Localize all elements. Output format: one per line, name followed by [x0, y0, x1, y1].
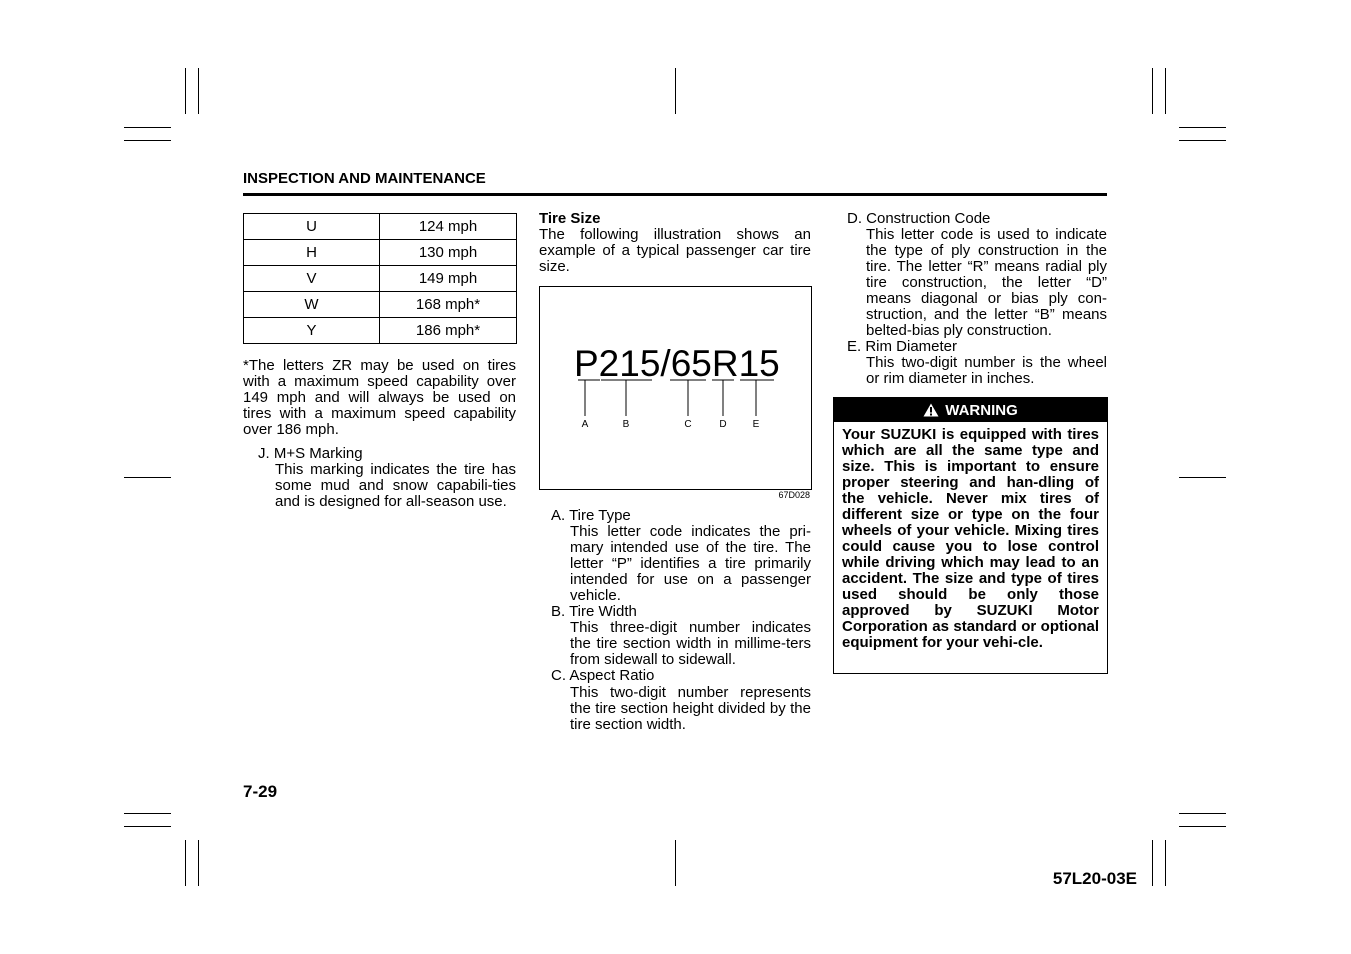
warning-triangle-icon [923, 403, 939, 417]
table-row [244, 318, 517, 344]
speed-rating-table [243, 213, 517, 344]
document-code: 57L20-03E [1052, 869, 1137, 888]
item-c-label: C. Aspect Ratio [551, 667, 655, 684]
callout-letter: D [719, 419, 727, 430]
tire-size-figure [539, 286, 812, 490]
table-cell: 186 mph* [380, 318, 517, 344]
table-row [244, 266, 517, 292]
page-number: 7-29 [243, 782, 278, 801]
item-a-body: This letter code indicates the pri-mary intended use of the tire. The letter “P” identifies a tire primarily intended for use on a passenger vehicle. [570, 523, 811, 604]
figure-code: 67D028 [778, 490, 810, 500]
table-cell: V [244, 266, 380, 292]
header-rule [243, 193, 1107, 196]
item-b-body: This three-digit number indicates the tire section width in millime-ters from sidewall to sidewall. [570, 619, 811, 668]
item-j-label: J. M+S Marking [258, 445, 363, 462]
table-row [244, 292, 517, 318]
table-cell: Y [244, 318, 380, 344]
callout-letter: E [752, 419, 760, 430]
table-cell: 130 mph [380, 240, 517, 266]
callout-lines [578, 380, 774, 416]
table-row [244, 240, 517, 266]
section-header: INSPECTION AND MAINTENANCE [243, 170, 486, 187]
table-cell: H [244, 240, 380, 266]
table-cell: W [244, 292, 380, 318]
table-cell: 124 mph [380, 214, 517, 240]
callout-letter: C [684, 419, 692, 430]
zr-footnote: *The letters ZR may be used on tires with a maximum speed capability over 149 mph and will always be used on tires with a maximum speed capability over 186 mph. [243, 357, 516, 438]
warning-body: Your SUZUKI is equipped with tires which are all the same type and size. This is important to ensure proper steering and han-dling of the vehicle. Never mix tires of different size or type on the four wheels of your vehicle. Mixing tires could cause you to lose control while driving which may lead to an accident. The size and type of tires used should be only those approved by SUZUKI Motor Corporation as standard or optional equipment for your vehi-cle. [842, 426, 1099, 651]
warning-box [833, 397, 1108, 674]
item-e-label: E. Rim Diameter [847, 338, 958, 355]
table-cell: U [244, 214, 380, 240]
callout-letter: B [622, 419, 630, 430]
tire-code-diagram [540, 287, 811, 489]
item-c-body: This two-digit number represents the tire section height divided by the tire section width. [570, 684, 811, 733]
callout-letter: A [581, 419, 589, 430]
warning-title: WARNING [945, 401, 1018, 419]
item-e-body: This two-digit number is the wheel or rim diameter in inches. [866, 354, 1107, 387]
tire-size-heading: Tire Size [539, 210, 601, 227]
table-row [244, 214, 517, 240]
table-cell: 168 mph* [380, 292, 517, 318]
warning-header [834, 398, 1107, 422]
item-b-label: B. Tire Width [551, 603, 637, 620]
item-d-body: This letter code is used to indicate the type of ply construction in the tire. The letter “R” means radial ply tire construction, the letter “D” means diagonal or bias ply con-struction, and the letter “B” means belted-bias ply construction. [866, 226, 1107, 339]
table-cell: 149 mph [380, 266, 517, 292]
item-a-label: A. Tire Type [551, 507, 631, 524]
item-j-body: This marking indicates the tire has some mud and snow capabili-ties and is designed for all-season use. [275, 461, 516, 510]
tire-size-intro: The following illustration shows an example of a typical passenger car tire size. [539, 226, 811, 275]
tire-code-text: P215/65R15 [574, 343, 780, 384]
item-d-label: D. Construction Code [847, 210, 991, 227]
